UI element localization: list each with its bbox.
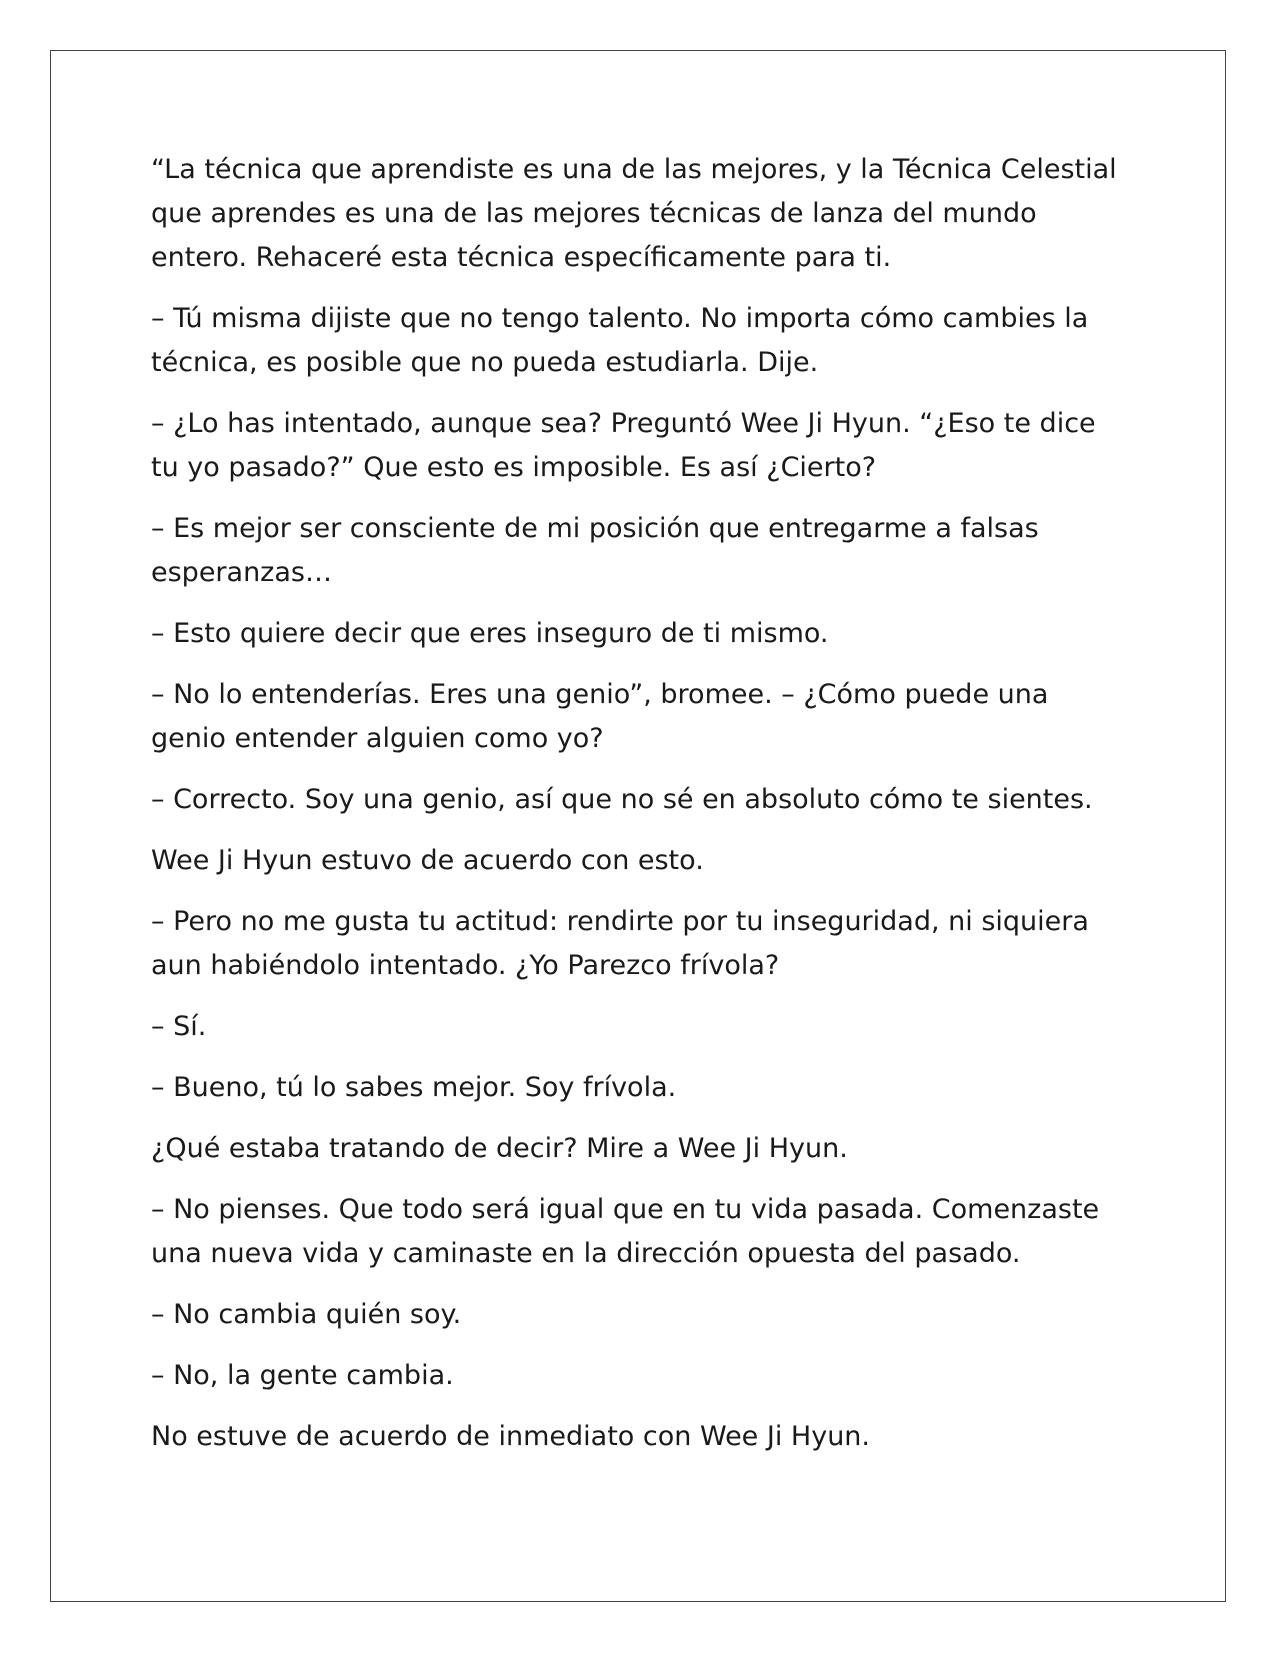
paragraph: – Sí. (151, 1011, 207, 1042)
paragraph: – ¿Lo has intentado, aunque sea? Preguntó Wee Ji Hyun. “¿Eso te dice tu yo pasado?” Que esto es imposible. Es así ¿Cierto? (151, 408, 1096, 483)
paragraph: No estuve de acuerdo de inmediato con Wee Ji Hyun. (151, 1421, 871, 1452)
document-body (151, 148, 1131, 1476)
paragraph: – Esto quiere decir que eres inseguro de ti mismo. (151, 618, 829, 649)
paragraph: – No cambia quién soy. (151, 1299, 462, 1330)
paragraph: ¿Qué estaba tratando de decir? Mire a Wee Ji Hyun. (151, 1133, 848, 1164)
paragraph: Wee Ji Hyun estuvo de acuerdo con esto. (151, 845, 704, 876)
paragraph: – Tú misma dijiste que no tengo talento. No importa cómo cambies la técnica, es posible que no pueda estudiarla. Dije. (151, 303, 1089, 378)
paragraph: – Es mejor ser consciente de mi posición que entregarme a falsas esperanzas… (151, 513, 1039, 588)
paragraph: – Correcto. Soy una genio, así que no sé en absoluto cómo te sientes. (151, 784, 1093, 815)
paragraph: – Pero no me gusta tu actitud: rendirte por tu inseguridad, ni siquiera aun habiéndolo intentado. ¿Yo Parezco frívola? (151, 906, 1089, 981)
paragraph: – Bueno, tú lo sabes mejor. Soy frívola. (151, 1072, 677, 1103)
paragraph: – No pienses. Que todo será igual que en tu vida pasada. Comenzaste una nueva vida y caminaste en la dirección opuesta del pasado. (151, 1194, 1100, 1269)
paragraph: “La técnica que aprendiste es una de las mejores, y la Técnica Celestial que aprendes es una de las mejores técnicas de lanza del mundo entero. Rehaceré esta técnica específicamente para ti. (151, 154, 1117, 273)
paragraph: – No, la gente cambia. (151, 1360, 454, 1391)
paragraph: – No lo entenderías. Eres una genio”, bromee. – ¿Cómo puede una genio entender alguien como yo? (151, 679, 1049, 754)
